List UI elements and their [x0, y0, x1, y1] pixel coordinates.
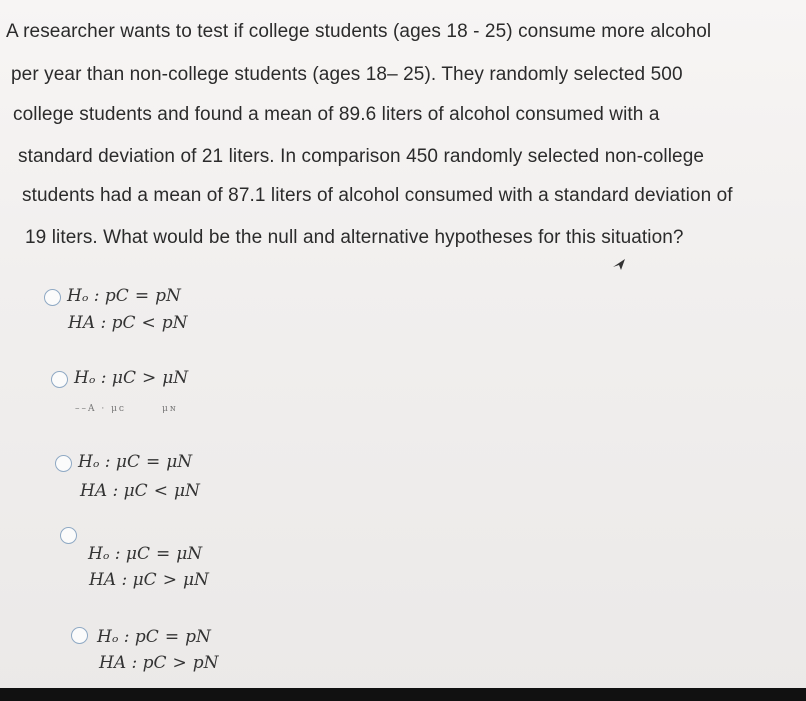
mouse-cursor-icon — [612, 257, 626, 271]
option-4-alternative: HA : μC > μN — [89, 570, 209, 590]
question-line-2: per year than non-college students (ages 18– 25). They randomly selected 500 — [11, 64, 683, 85]
option-5-null: Hₒ : pC = pN — [97, 627, 211, 647]
option-2-radio[interactable] — [51, 371, 68, 388]
option-5-radio[interactable] — [71, 627, 88, 644]
option-3-null: Hₒ : μC = μN — [78, 452, 193, 472]
option-2-null: Hₒ : μC > μN — [74, 368, 189, 388]
question-line-4: standard deviation of 21 liters. In comparison 450 randomly selected non-college — [18, 146, 705, 167]
option-4-radio[interactable] — [60, 527, 77, 544]
option-3-alternative: HA : μC < μN — [80, 481, 200, 501]
question-line-5: students had a mean of 87.1 liters of alcohol consumed with a standard deviation of — [22, 185, 733, 206]
question-line-6: 19 liters. What would be the null and alternative hypotheses for this situation? — [25, 227, 684, 248]
option-1-alternative: HA : pC < pN — [68, 313, 188, 333]
option-4-null: Hₒ : μC = μN — [88, 544, 203, 564]
option-3-radio[interactable] — [55, 455, 72, 472]
question-line-1: A researcher wants to test if college students (ages 18 - 25) consume more alcohol — [6, 21, 712, 42]
screen-bottom-edge — [0, 688, 806, 701]
option-2-alternative-cropped: ––A · μᴄ — [75, 404, 126, 414]
option-2-alternative-cropped-rhs: μɴ — [162, 404, 178, 414]
option-1-null: Hₒ : pC = pN — [67, 286, 181, 306]
question-line-3: college students and found a mean of 89.6 liters of alcohol consumed with a — [13, 104, 660, 125]
option-5-alternative: HA : pC > pN — [99, 653, 219, 673]
option-1-radio[interactable] — [44, 289, 61, 306]
